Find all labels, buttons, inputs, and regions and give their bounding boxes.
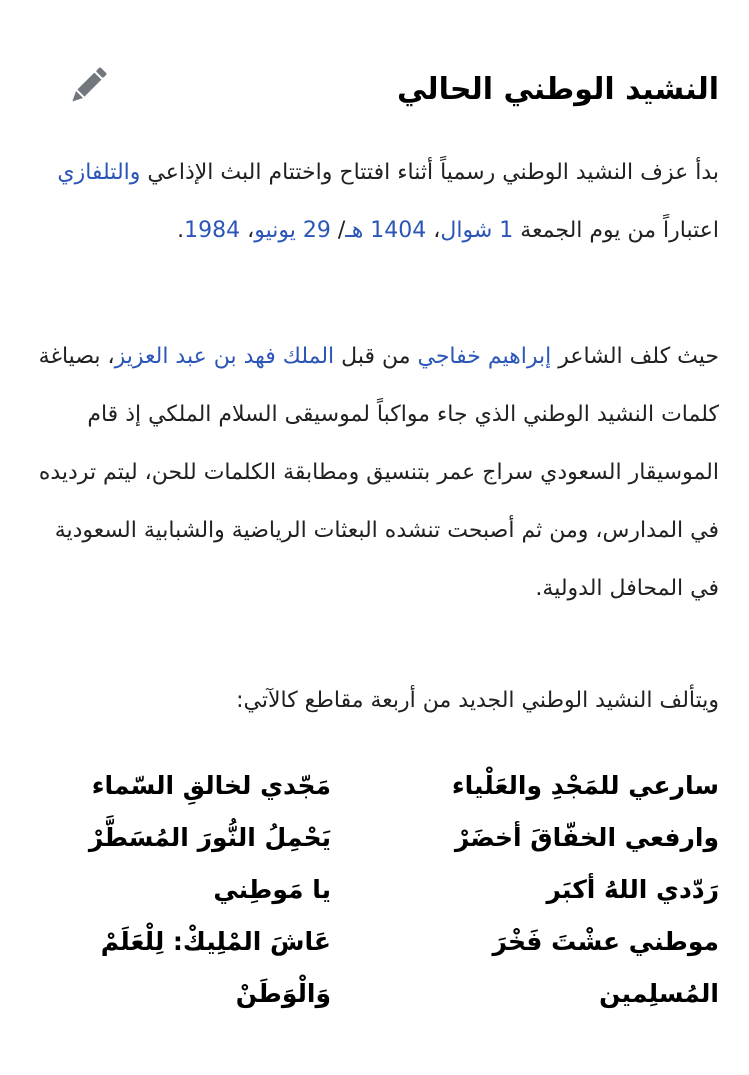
paragraph-broadcast <box>28 144 719 260</box>
verse-line: عَاشَ المْلِيكْ: لِلْعَلَمْ <box>100 927 331 956</box>
verse-line: وَالْوَطَنْ <box>235 979 331 1008</box>
paragraph-text: ، <box>240 218 255 243</box>
paragraph-poet <box>28 328 719 618</box>
link-1404-ah[interactable]: 1404 هـ <box>345 218 427 243</box>
paragraph-sections: ويتألف النشيد الوطني الجديد من أربعة مقاطع كالآتي: <box>236 688 719 713</box>
section-title: النشيد الوطني الحالي <box>396 72 719 107</box>
paragraph-text: . <box>177 218 185 243</box>
paragraph-text: ، بصياغة كلمات النشيد الوطني الذي جاء مواكباً لموسيقى السلام الملكي إذ قام الموسيقار السعودي سراج عمر بتنسيق ومطابقة الكلمات للحن، ليتم ترديده في المدارس، ومن ثم أصبحت تنشده البعثات الرياضية والشبابية السعودية في المحافل الدولية. <box>38 344 719 601</box>
paragraph-text: ، <box>426 218 441 243</box>
paragraph-text: / <box>330 218 346 243</box>
verse-line: وارفعي الخفّاقَ أخضَرْ <box>454 823 719 852</box>
link-television[interactable]: والتلفازي <box>57 160 141 185</box>
link-ibrahim-khafaji[interactable]: إبراهيم خفاجي <box>417 344 552 369</box>
pencil-icon[interactable] <box>64 62 112 110</box>
verse-line: المُسلِمين <box>599 979 719 1008</box>
verse-line: يا مَوطِني <box>213 875 331 904</box>
anthem-left-column <box>31 760 331 1020</box>
link-june-29[interactable]: 29 يونيو <box>254 218 331 243</box>
link-king-fahd[interactable]: الملك فهد بن عبد العزيز <box>114 344 335 369</box>
verse-line: رَدّدي اللهُ أكبَر <box>546 875 719 904</box>
paragraph-text: بدأ عزف النشيد الوطني رسمياً أثناء افتتاح واختتام البث الإذاعي <box>140 160 719 185</box>
verse-line: يَحْمِلُ النُّورَ المُسَطَّرْ <box>88 823 331 852</box>
link-shawwal-1[interactable]: 1 شوال <box>440 218 514 243</box>
verse-line: موطني عشْتَ فَخْرَ <box>492 927 719 956</box>
paragraph-text: حيث كلف الشاعر <box>551 344 719 369</box>
anthem-right-column <box>419 760 719 1020</box>
paragraph-text: اعتباراً من يوم الجمعة <box>513 218 719 243</box>
link-1984[interactable]: 1984 <box>184 218 241 243</box>
verse-line: سارعي للمَجْدِ والعَلْياء <box>451 771 719 800</box>
anthem-lyrics <box>60 760 719 1060</box>
section-header <box>60 58 719 122</box>
paragraph-text: من قبل <box>334 344 418 369</box>
verse-line: مَجّدي لخالقِ السّماء <box>91 771 331 800</box>
